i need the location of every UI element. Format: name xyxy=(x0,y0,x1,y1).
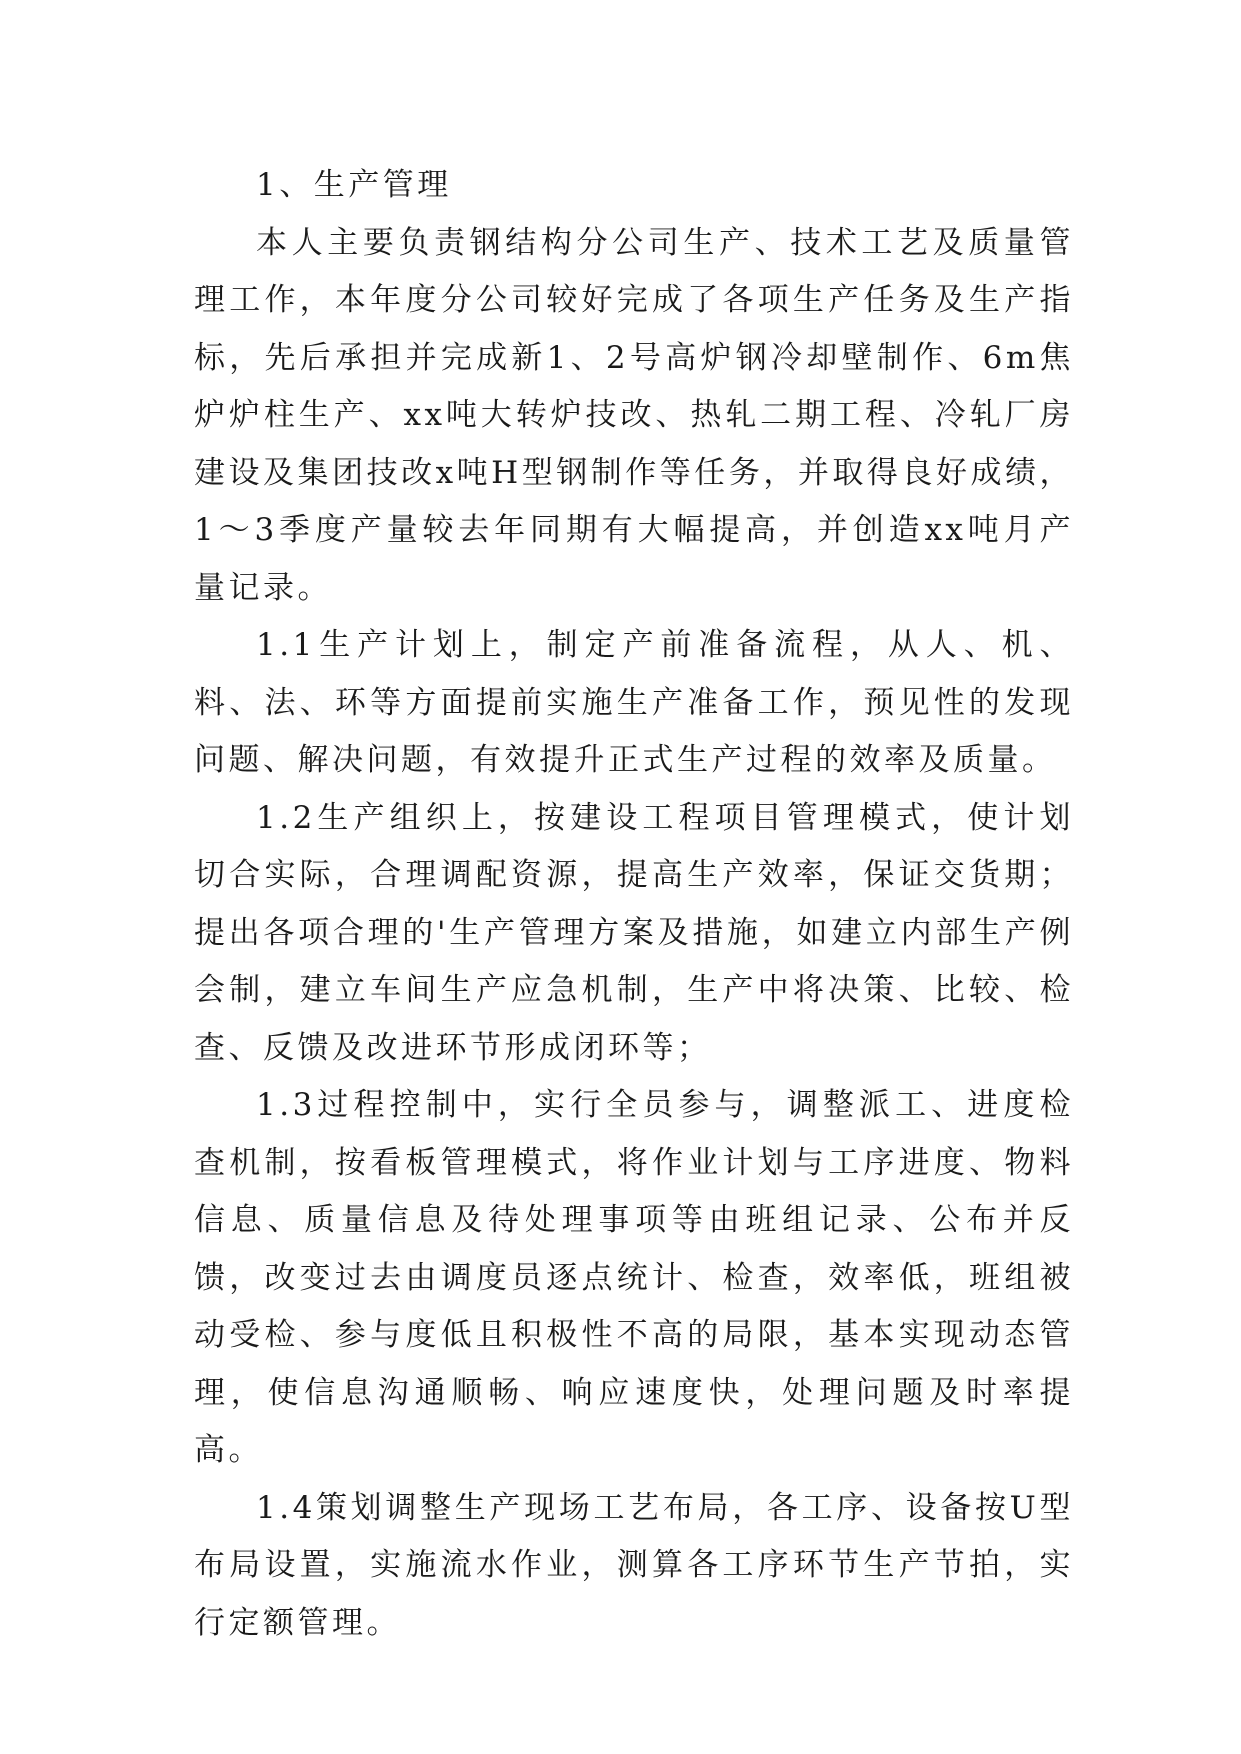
paragraph-1-3: 1.3过程控制中，实行全员参与，调整派工、进度检查机制，按看板管理模式，将作业计划与工序进度、物料信息、质量信息及待处理事项等由班组记录、公布并反馈，改变过去由调度员逐点统计、检查，效率低，班组被动受检、参与度低且积极性不高的局限，基本实现动态管理，使信息沟通顺畅、响应速度快，处理问题及时率提高。 xyxy=(194,1087,1074,1468)
paragraph-1-2: 1.2生产组织上，按建设工程项目管理模式，使计划切合实际，合理调配资源，提高生产效率，保证交货期；提出各项合理的'生产管理方案及措施，如建立内部生产例会制，建立车间生产应急机制，生产中将决策、比较、检查、反馈及改进环节形成闭环等； xyxy=(194,799,1074,1066)
paragraph-1-4: 1.4策划调整生产现场工艺布局，各工序、设备按U型布局设置，实施流水作业，测算各工序环节生产节拍，实行定额管理。 xyxy=(194,1489,1074,1641)
section-heading: 1、生产管理 xyxy=(256,167,452,203)
paragraph-overview: 本人主要负责钢结构分公司生产、技术工艺及质量管理工作，本年度分公司较好完成了各项生产任务及生产指标，先后承担并完成新1、2号高炉钢冷却壁制作、6m焦炉炉柱生产、xx吨大转炉技改、热轧二期工程、冷轧厂房建设及集团技改x吨H型钢制作等任务，并取得良好成绩，1～3季度产量较去年同期有大幅提高，并创造xx吨月产量记录。 xyxy=(194,224,1074,606)
paragraph-1-1: 1.1生产计划上，制定产前准备流程，从人、机、料、法、环等方面提前实施生产准备工作，预见性的发现问题、解决问题，有效提升正式生产过程的效率及质量。 xyxy=(194,627,1074,778)
document-body xyxy=(194,157,1074,1652)
